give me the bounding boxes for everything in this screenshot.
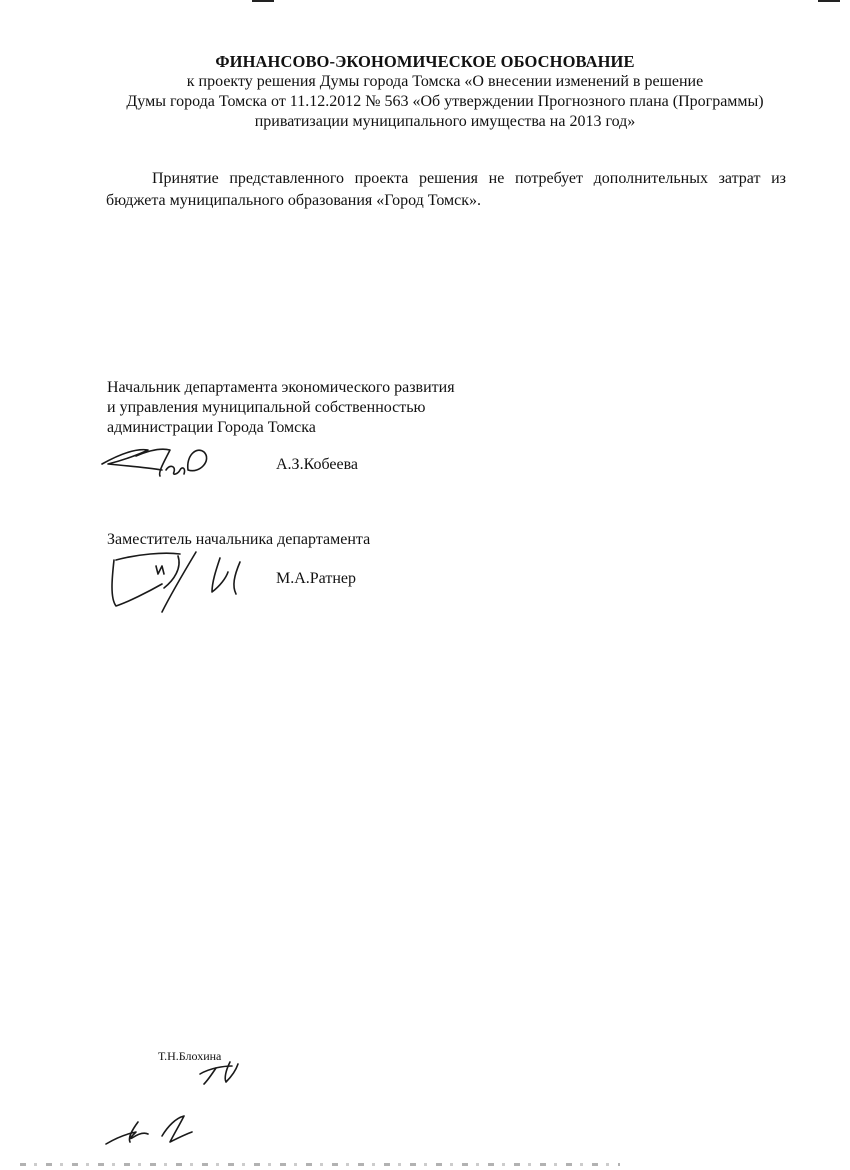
scan-noise <box>20 1163 620 1166</box>
executor-initials <box>196 1060 246 1086</box>
handwritten-signature <box>100 440 215 485</box>
handwritten-mark <box>102 1112 197 1152</box>
handwritten-signature <box>108 548 248 618</box>
body-paragraph: Принятие представленного проекта решения не потребует дополнительных затрат из бюджета муниципального образования «Город Томск». <box>106 170 786 209</box>
scan-mark-top-right <box>818 0 840 2</box>
signer-name: А.З.Кобеева <box>276 456 359 473</box>
signer-name: М.А.Ратнер <box>276 570 357 587</box>
subtitle-line: приватизации муниципального имущества на 2013 год» <box>254 113 636 130</box>
scan-mark-top <box>252 0 274 2</box>
document-subtitle <box>0 72 850 132</box>
signer-position <box>107 378 455 438</box>
document-title: ФИНАНСОВО-ЭКОНОМИЧЕСКОЕ ОБОСНОВАНИЕ <box>215 52 635 71</box>
position-line: Начальник департамента экономического развития <box>107 379 455 396</box>
executor-name: Т.Н.Блохина <box>158 1049 222 1063</box>
subtitle-line: Думы города Томска от 11.12.2012 № 563 «Об утверждении Прогнозного плана (Программы) <box>126 93 764 110</box>
subtitle-line: к проекту решения Думы города Томска «О внесении изменений в решение <box>186 73 704 90</box>
position-line: администрации Города Томска <box>107 419 316 436</box>
position-line: и управления муниципальной собственностью <box>107 399 426 416</box>
position-line: Заместитель начальника департамента <box>107 531 371 548</box>
signer-position <box>107 530 370 550</box>
